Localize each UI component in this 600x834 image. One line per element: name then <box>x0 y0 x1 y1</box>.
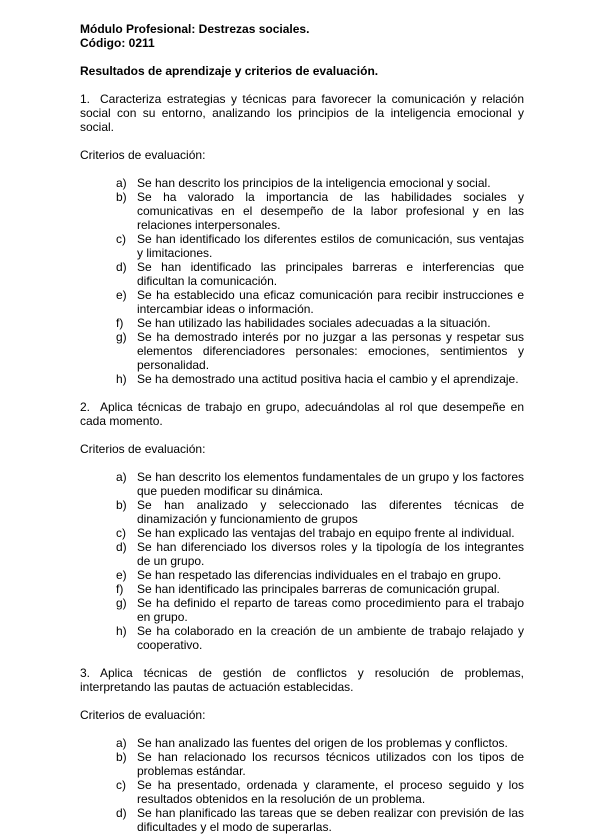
criterion-text: Se han identificado las principales barreras de comunicación grupal. <box>137 582 500 596</box>
criterion-text: Se han respetado las diferencias individuales en el trabajo en grupo. <box>137 568 502 582</box>
document-page <box>80 22 524 834</box>
criterion-label: a) <box>116 470 127 484</box>
criterion-label: h) <box>116 624 127 638</box>
criterion-item <box>116 582 524 596</box>
criterion-text: Se ha definido el reparto de tareas como procedimiento para el trabajo en grupo. <box>137 596 524 624</box>
criterion-text: Se ha demostrado interés por no juzgar a las personas y respetar sus elementos diferenciadores personales: emociones, sentimientos y personalidad. <box>137 330 524 372</box>
outcome-text: Caracteriza estrategias y técnicas para favorecer la comunicación y relación social con su entorno, analizando los principios de la inteligencia emocional y social. <box>80 92 524 134</box>
outcome-statement <box>80 92 524 134</box>
criterion-text: Se ha demostrado una actitud positiva hacia el cambio y el aprendizaje. <box>137 372 519 386</box>
criterion-item <box>116 498 524 526</box>
criterion-label: d) <box>116 806 127 820</box>
criterion-text: Se han utilizado las habilidades sociales adecuadas a la situación. <box>137 316 491 330</box>
outcome-statement <box>80 400 524 428</box>
learning-outcome-2 <box>80 400 524 666</box>
criteria-list <box>80 470 524 652</box>
criterion-text: Se han relacionado los recursos técnicos utilizados con los tipos de problemas estándar. <box>137 750 524 778</box>
criterion-text: Se han analizado y seleccionado las diferentes técnicas de dinamización y funcionamiento de grupos <box>137 498 524 526</box>
criterion-label: d) <box>116 260 127 274</box>
criterion-item <box>116 736 524 750</box>
criterion-label: a) <box>116 176 127 190</box>
criterion-item <box>116 568 524 582</box>
outcome-statement <box>80 666 524 694</box>
criterion-item <box>116 372 524 386</box>
criterion-text: Se han analizado las fuentes del origen de los problemas y conflictos. <box>137 736 508 750</box>
criterion-item <box>116 750 524 778</box>
criterion-text: Se ha presentado, ordenada y claramente, el proceso seguido y los resultados obtenidos en la resolución de un problema. <box>137 778 524 806</box>
criterion-text: Se han diferenciado los diversos roles y la tipología de los integrantes de un grupo. <box>137 540 524 568</box>
criterion-item <box>116 232 524 260</box>
criterion-item <box>116 806 524 834</box>
outcome-number: 2. <box>80 400 91 414</box>
criteria-list <box>80 736 524 834</box>
criterion-label: c) <box>116 778 126 792</box>
criterion-text: Se han identificado las principales barreras e interferencias que dificultan la comunicación. <box>137 260 524 288</box>
criterion-item <box>116 190 524 232</box>
criterion-label: d) <box>116 540 127 554</box>
criterion-label: f) <box>116 582 124 596</box>
criterion-item <box>116 624 524 652</box>
criterion-text: Se han explicado las ventajas del trabajo en equipo frente al individual. <box>137 526 515 540</box>
criterion-item <box>116 288 524 316</box>
outcome-number: 1. <box>80 92 91 106</box>
learning-outcome-3 <box>80 666 524 834</box>
criterion-text: Se han descrito los principios de la inteligencia emocional y social. <box>137 176 491 190</box>
criterion-text: Se han descrito los elementos fundamentales de un grupo y los factores que pueden modificar su dinámica. <box>137 470 524 498</box>
criteria-label: Criterios de evaluación: <box>80 442 206 456</box>
criterion-label: b) <box>116 498 127 512</box>
section-title: Resultados de aprendizaje y criterios de evaluación. <box>80 64 379 78</box>
outcome-number: 3. <box>80 666 91 680</box>
criterion-label: c) <box>116 526 126 540</box>
criterion-item <box>116 316 524 330</box>
criterion-text: Se han identificado los diferentes estilos de comunicación, sus ventajas y limitaciones. <box>137 232 524 260</box>
criterion-label: h) <box>116 372 127 386</box>
criterion-label: e) <box>116 568 127 582</box>
criterion-item <box>116 470 524 498</box>
criterion-item <box>116 176 524 190</box>
criteria-label: Criterios de evaluación: <box>80 148 206 162</box>
outcome-text: Aplica técnicas de gestión de conflictos y resolución de problemas, interpretando las pautas de actuación establecidas. <box>80 666 524 694</box>
module-title: Módulo Profesional: Destrezas sociales. <box>80 22 310 36</box>
criterion-text: Se ha establecido una eficaz comunicación para recibir instrucciones e intercambiar ideas o información. <box>137 288 524 316</box>
criterion-label: e) <box>116 288 127 302</box>
criterion-text: Se ha colaborado en la creación de un ambiente de trabajo relajado y cooperativo. <box>137 624 524 652</box>
criterion-label: c) <box>116 232 126 246</box>
criterion-item <box>116 596 524 624</box>
module-code: Código: 0211 <box>80 36 155 50</box>
criterion-label: g) <box>116 330 127 344</box>
criterion-label: b) <box>116 750 127 764</box>
criterion-item <box>116 260 524 288</box>
criterion-item <box>116 540 524 568</box>
criterion-label: b) <box>116 190 127 204</box>
outcome-text: Aplica técnicas de trabajo en grupo, adecuándolas al rol que desempeñe en cada momento. <box>80 400 524 428</box>
criterion-item <box>116 778 524 806</box>
criterion-item <box>116 330 524 372</box>
criterion-label: f) <box>116 316 124 330</box>
criterion-item <box>116 526 524 540</box>
learning-outcome-1 <box>80 92 524 400</box>
criterion-label: g) <box>116 596 127 610</box>
criterion-label: a) <box>116 736 127 750</box>
criterion-text: Se ha valorado la importancia de las habilidades sociales y comunicativas en el desempeño de la labor profesional y en las relaciones interpersonales. <box>137 190 524 232</box>
criteria-label: Criterios de evaluación: <box>80 708 206 722</box>
criterion-text: Se han planificado las tareas que se deben realizar con previsión de las dificultades y el modo de superarlas. <box>137 806 524 834</box>
criteria-list <box>80 176 524 386</box>
